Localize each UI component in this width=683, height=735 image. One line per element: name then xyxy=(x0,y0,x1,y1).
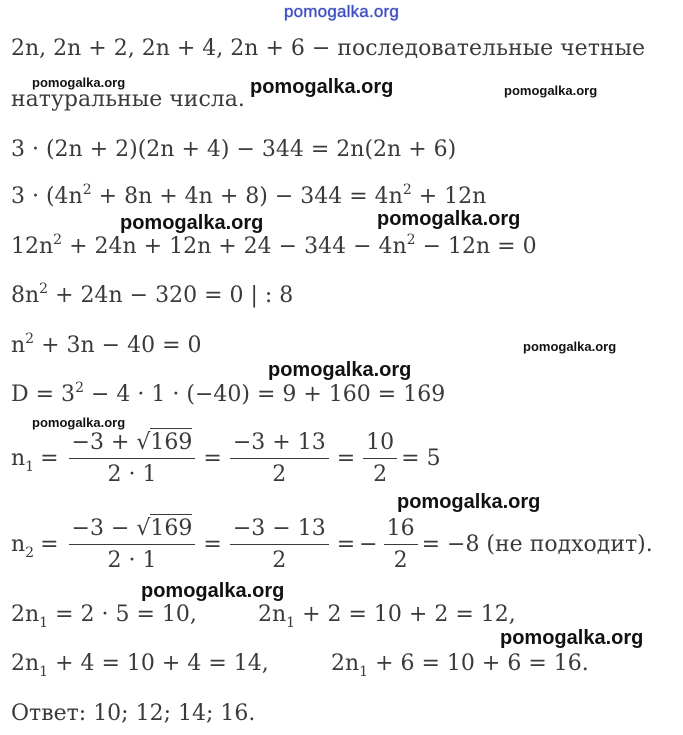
equation-collected xyxy=(11,232,537,259)
var: n xyxy=(11,532,26,557)
text: + 8n + 4n + 8) − 344 = 4n xyxy=(91,184,403,209)
fraction xyxy=(230,430,329,487)
equals-sign: = xyxy=(203,446,222,471)
numerator xyxy=(69,430,196,459)
watermark: pomogalka.org xyxy=(250,76,394,98)
subscript: 1 xyxy=(39,615,49,631)
fraction xyxy=(363,430,397,487)
numbers-row-1 xyxy=(11,602,197,631)
watermark: pomogalka.org xyxy=(397,491,541,513)
text: −3 − √ xyxy=(71,516,151,541)
numerator: −3 + 13 xyxy=(230,430,329,459)
numerator xyxy=(69,516,196,545)
text: 2n xyxy=(11,651,40,676)
root-label xyxy=(11,532,35,561)
numerator: −3 − 13 xyxy=(230,516,329,545)
text: − 4 · 1 · (−40) = 9 + 160 = 169 xyxy=(83,382,446,407)
text: 2n xyxy=(331,651,360,676)
exponent: 2 xyxy=(39,281,49,297)
fraction xyxy=(384,516,418,573)
root-n2 xyxy=(11,516,653,573)
exponent: 2 xyxy=(406,232,416,248)
watermark: pomogalka.org xyxy=(120,212,264,234)
equals-sign: = xyxy=(40,446,59,471)
fraction xyxy=(230,516,329,573)
var: n xyxy=(11,446,26,471)
numbers-row-1b xyxy=(258,602,516,631)
equation-setup: 3 · (2n + 2)(2n + 4) − 344 = 2n(2n + 6) xyxy=(11,137,457,162)
denominator: 2 xyxy=(373,462,388,487)
minus-sign: − xyxy=(359,532,378,557)
watermark: pomogalka.org xyxy=(500,627,644,649)
denominator: 2 xyxy=(393,548,408,573)
text: + 3n − 40 = 0 xyxy=(34,333,202,358)
equals-sign: = xyxy=(336,532,356,557)
subscript: 1 xyxy=(25,459,35,475)
watermark: pomogalka.org xyxy=(377,208,521,230)
fraction xyxy=(69,430,196,487)
exponent: 2 xyxy=(25,331,35,347)
radicand: 169 xyxy=(150,516,193,541)
line-sequence: 2n, 2n + 2, 2n + 4, 2n + 6 − последовательные четные xyxy=(11,36,646,61)
root-n1 xyxy=(11,430,441,487)
result: = −8 (не подходит). xyxy=(421,532,653,557)
equation-simplified xyxy=(11,281,294,308)
watermark: pomogalka.org xyxy=(32,415,126,430)
watermark-top: pomogalka.org xyxy=(284,2,400,21)
watermark: pomogalka.org xyxy=(141,580,285,602)
denominator: 2 xyxy=(272,548,287,573)
text: 12n xyxy=(11,234,54,259)
text: 8n xyxy=(11,283,40,308)
denominator: 2 · 1 xyxy=(107,548,157,573)
equals-sign: = xyxy=(336,446,356,471)
numerator: 16 xyxy=(384,516,418,545)
exponent: 2 xyxy=(53,232,63,248)
watermark: pomogalka.org xyxy=(504,83,598,98)
text: + 24n − 320 = 0 | : 8 xyxy=(48,283,294,308)
exponent: 2 xyxy=(75,380,84,396)
answer: Ответ: 10; 12; 14; 16. xyxy=(11,701,256,726)
text: + 4 = 10 + 4 = 14, xyxy=(48,651,269,676)
text: −3 + √ xyxy=(71,430,151,455)
quadratic-equation xyxy=(11,331,202,358)
line-natural-numbers: натуральные числа. xyxy=(11,87,245,112)
text: n xyxy=(11,333,26,358)
discriminant xyxy=(11,380,446,407)
text: 2n xyxy=(258,602,287,627)
subscript: 1 xyxy=(39,664,49,680)
text: = 2 · 5 = 10, xyxy=(48,602,197,627)
text: + 24n + 12n + 24 − 344 − 4n xyxy=(62,234,407,259)
radicand: 169 xyxy=(150,430,193,455)
subscript: 2 xyxy=(25,545,35,561)
text: + 2 = 10 + 2 = 12, xyxy=(295,602,516,627)
subscript: 1 xyxy=(359,664,369,680)
text: 2n xyxy=(11,602,40,627)
denominator: 2 xyxy=(272,462,287,487)
watermark: pomogalka.org xyxy=(523,339,617,354)
exponent: 2 xyxy=(402,182,412,198)
watermark: pomogalka.org xyxy=(32,75,126,90)
text: + 6 = 10 + 6 = 16. xyxy=(368,651,589,676)
numerator: 10 xyxy=(363,430,397,459)
numbers-row-2 xyxy=(11,651,269,680)
numbers-row-2b xyxy=(331,651,589,680)
result: = 5 xyxy=(401,446,441,471)
fraction xyxy=(69,516,196,573)
text: + 12n xyxy=(411,184,487,209)
text: D = 3 xyxy=(11,382,76,407)
subscript: 1 xyxy=(286,615,296,631)
text: − 12n = 0 xyxy=(415,234,537,259)
root-label xyxy=(11,446,35,475)
exponent: 2 xyxy=(82,182,92,198)
equation-expanded xyxy=(11,182,487,209)
text: 3 · (4n xyxy=(11,184,83,209)
denominator: 2 · 1 xyxy=(107,462,157,487)
equals-sign: = xyxy=(40,532,59,557)
watermark: pomogalka.org xyxy=(268,359,412,381)
equals-sign: = xyxy=(203,532,222,557)
